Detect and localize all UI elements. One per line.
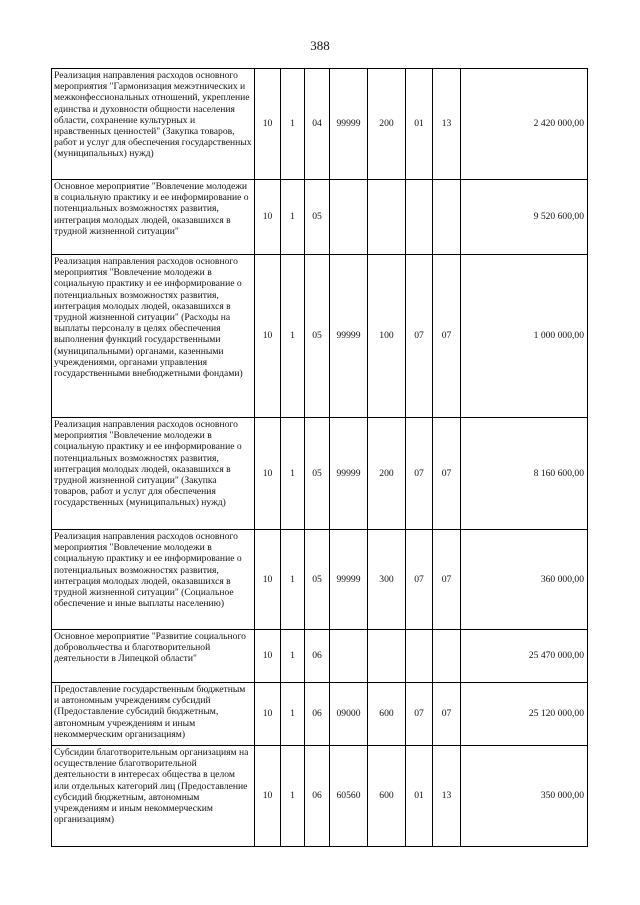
row-code-1: 10 xyxy=(255,683,281,746)
row-code-3: 04 xyxy=(305,69,330,180)
table-row xyxy=(52,746,588,847)
row-code-1: 10 xyxy=(255,530,281,630)
row-description: Основное мероприятие "Развитие социального добровольчества и благотворительной деятельности в Липецкой области" xyxy=(52,630,255,683)
row-code-2: 1 xyxy=(281,530,305,630)
row-description: Предоставление государственным бюджетным и автономным учреждениям субсидий (Предоставление субсидий бюджетным, автономным учреждениям и иным некоммерческим организациям) xyxy=(52,683,255,746)
row-code-7: 07 xyxy=(433,418,461,530)
row-code-2: 1 xyxy=(281,630,305,683)
row-code-5: 200 xyxy=(368,69,406,180)
row-code-2: 1 xyxy=(281,69,305,180)
row-code-4: 60560 xyxy=(330,746,368,847)
row-code-4 xyxy=(330,180,368,255)
row-amount: 9 520 600,00 xyxy=(461,180,588,255)
row-code-2: 1 xyxy=(281,418,305,530)
row-code-4: 09000 xyxy=(330,683,368,746)
table-row xyxy=(52,255,588,418)
row-code-7 xyxy=(433,630,461,683)
row-code-6 xyxy=(406,630,433,683)
row-description: Субсидии благотворительным организациям на осуществление благотворительной деятельности в интересах общества в целом или отдельных категорий лиц (Предоставление субсидий бюджетным, автономным учреждениям и иным некоммерческим организациям) xyxy=(52,746,255,847)
row-code-1: 10 xyxy=(255,630,281,683)
table-row xyxy=(52,69,588,180)
row-code-4: 99999 xyxy=(330,418,368,530)
row-code-3: 06 xyxy=(305,683,330,746)
row-code-5: 100 xyxy=(368,255,406,418)
row-code-3: 05 xyxy=(305,530,330,630)
row-code-2: 1 xyxy=(281,255,305,418)
row-code-4: 99999 xyxy=(330,69,368,180)
row-code-5: 200 xyxy=(368,418,406,530)
table-row xyxy=(52,530,588,630)
row-code-6: 07 xyxy=(406,418,433,530)
row-amount: 2 420 000,00 xyxy=(461,69,588,180)
row-code-5: 600 xyxy=(368,746,406,847)
row-code-3: 06 xyxy=(305,746,330,847)
row-code-6: 01 xyxy=(406,746,433,847)
table-row xyxy=(52,683,588,746)
row-code-3: 06 xyxy=(305,630,330,683)
row-description: Реализация направления расходов основного мероприятия "Вовлечение молодежи в социальную практику и ее информирование о потенциальных возможностях развития, интеграция молодых людей, оказавшихся в трудной жизненной ситуации" (Закупка товаров, работ и услуг для обеспечения государственных (муниципальных) нужд) xyxy=(52,418,255,530)
row-code-5 xyxy=(368,180,406,255)
row-code-1: 10 xyxy=(255,69,281,180)
row-amount: 25 470 000,00 xyxy=(461,630,588,683)
row-code-7: 07 xyxy=(433,530,461,630)
row-code-7: 07 xyxy=(433,683,461,746)
row-amount: 360 000,00 xyxy=(461,530,588,630)
row-code-5 xyxy=(368,630,406,683)
row-description: Реализация направления расходов основного мероприятия "Гармонизация межэтнических и межконфессиональных отношений, укрепление единства и духовности общности населения области, сохранение культурных и нравственных ценностей" (Закупка товаров, работ и услуг для обеспечения государственных (муниципальных) нужд) xyxy=(52,69,255,180)
row-description: Основное мероприятие "Вовлечение молодежи в социальную практику и ее информирование о потенциальных возможностях развития, интеграция молодых людей, оказавшихся в трудной жизненной ситуации" xyxy=(52,180,255,255)
row-code-1: 10 xyxy=(255,746,281,847)
row-code-7: 13 xyxy=(433,746,461,847)
row-code-6: 07 xyxy=(406,255,433,418)
row-code-4 xyxy=(330,630,368,683)
table-row xyxy=(52,630,588,683)
row-code-3: 05 xyxy=(305,418,330,530)
row-code-3: 05 xyxy=(305,255,330,418)
row-code-1: 10 xyxy=(255,180,281,255)
row-amount: 1 000 000,00 xyxy=(461,255,588,418)
row-code-6 xyxy=(406,180,433,255)
row-code-4: 99999 xyxy=(330,530,368,630)
table-row xyxy=(52,180,588,255)
row-code-6: 01 xyxy=(406,69,433,180)
row-description: Реализация направления расходов основного мероприятия "Вовлечение молодежи в социальную практику и ее информирование о потенциальных возможностях развития, интеграция молодых людей, оказавшихся в трудной жизненной ситуации" (Социальное обеспечение и иные выплаты населению) xyxy=(52,530,255,630)
page-number: 388 xyxy=(310,38,330,53)
budget-table xyxy=(51,68,588,847)
row-amount: 350 000,00 xyxy=(461,746,588,847)
table-row xyxy=(52,418,588,530)
row-code-7 xyxy=(433,180,461,255)
row-code-2: 1 xyxy=(281,180,305,255)
row-code-7: 13 xyxy=(433,69,461,180)
row-code-4: 99999 xyxy=(330,255,368,418)
row-description: Реализация направления расходов основного мероприятия "Вовлечение молодежи в социальную практику и ее информирование о потенциальных возможностях развития, интеграция молодых людей, оказавшихся в трудной жизненной ситуации" (Расходы на выплаты персоналу в целях обеспечения выполнения функций государственными (муниципальными) органами, казенными учреждениями, органами управления государственными внебюджетными фондами) xyxy=(52,255,255,418)
row-code-5: 600 xyxy=(368,683,406,746)
row-amount: 8 160 600,00 xyxy=(461,418,588,530)
row-code-7: 07 xyxy=(433,255,461,418)
row-amount: 25 120 000,00 xyxy=(461,683,588,746)
row-code-6: 07 xyxy=(406,530,433,630)
row-code-1: 10 xyxy=(255,255,281,418)
row-code-1: 10 xyxy=(255,418,281,530)
row-code-2: 1 xyxy=(281,683,305,746)
row-code-6: 07 xyxy=(406,683,433,746)
row-code-3: 05 xyxy=(305,180,330,255)
row-code-5: 300 xyxy=(368,530,406,630)
row-code-2: 1 xyxy=(281,746,305,847)
